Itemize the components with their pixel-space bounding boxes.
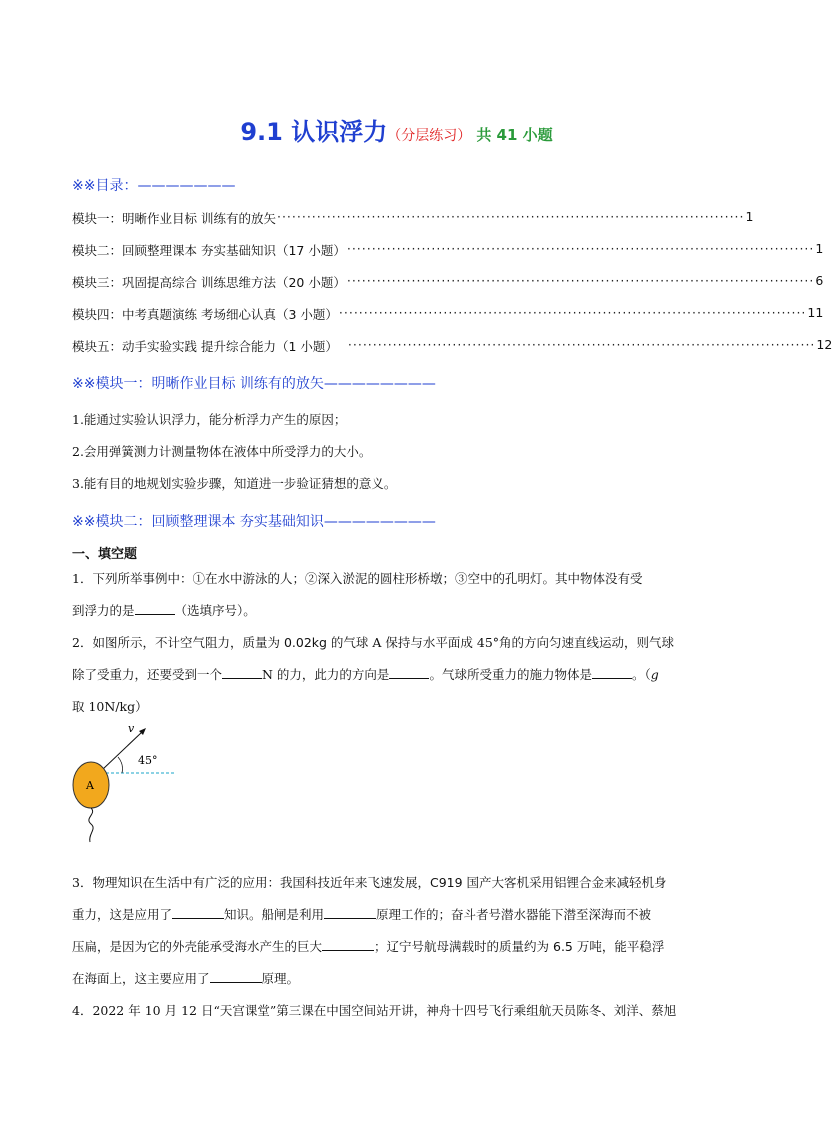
title-main: 9.1 认识浮力 xyxy=(240,118,388,146)
goal-item: 2.会用弹簧测力计测量物体在液体中所受浮力的大小。 xyxy=(72,444,372,459)
question-1: 1．下列所举事例中：①在水中游泳的人；②深入淤泥的圆柱形桥墩；③空中的孔明灯。其中物体没有受 到浮力的是 （选填序号）。 xyxy=(72,571,643,618)
question-3: 3．物理知识在生活中有广泛的应用：我国科技近年来飞速发展，C919 国产大客机采用铝锂合金来减轻机身 重力，这是应用了 知识。船闸是利用 原理工作的；奋斗者号潜水器能下潜至深海而不被 压扁，是因为它的外壳能承受海水产生的巨大 ；辽宁号航母满载时的质量约为 6.5 万吨，能平稳浮 在海面上，这主要应用了 原理。 xyxy=(72,875,667,986)
module2-heading: ※※模块二：回顾整理课本 夯实基础知识———————— xyxy=(72,514,436,530)
answer-blank[interactable] xyxy=(135,600,175,615)
answer-blank[interactable] xyxy=(389,664,429,679)
toc-item[interactable]: 模块五：动手实验实践 提升综合能力（1 小题） ······························································································ 12 xyxy=(72,337,832,354)
answer-blank[interactable] xyxy=(592,664,632,679)
answer-blank[interactable] xyxy=(322,936,374,951)
toc-item[interactable]: 模块二：回顾整理课本 夯实基础知识（17 小题） ······························································································ 1 xyxy=(72,241,824,258)
balloon-string xyxy=(89,808,93,842)
angle-label: 45° xyxy=(138,754,158,767)
question-4: 4．2022 年 10 月 12 日“天宫课堂”第三课在中国空间站开讲，神舟十四号飞行乘组航天员陈冬、刘洋、蔡旭 xyxy=(72,1003,677,1018)
section-fill-blank: 一、填空题 xyxy=(72,547,138,562)
answer-blank[interactable] xyxy=(172,904,224,919)
velocity-label: v xyxy=(128,722,135,735)
toc-item[interactable]: 模块一：明晰作业目标 训练有的放矢 ······························································································ 1 xyxy=(72,209,754,226)
question-2: 2．如图所示，不计空气阻力，质量为 0.02kg 的气球 A 保持与水平面成 45°角的方向匀速直线运动，则气球 除了受重力，还要受到一个 N 的力，此力的方向是 。气球所受重力的施力物体是 。（g 取 10N/kg） xyxy=(72,635,675,714)
title-question-count: 共 41 小题 xyxy=(476,126,553,144)
goal-item: 3.能有目的地规划实验步骤，知道进一步验证猜想的意义。 xyxy=(72,476,397,491)
balloon-label: A xyxy=(86,779,94,792)
title-subtitle: （分层练习） xyxy=(387,128,472,144)
angle-arc xyxy=(118,757,122,773)
toc-item[interactable]: 模块四：中考真题演练 考场细心认真（3 小题） ······························································································ 11 xyxy=(72,305,824,322)
module1-heading: ※※模块一：明晰作业目标 训练有的放矢———————— xyxy=(72,376,436,392)
toc-item[interactable]: 模块三：巩固提高综合 训练思维方法（20 小题） ······························································································ 6 xyxy=(72,273,824,290)
answer-blank[interactable] xyxy=(210,968,262,983)
goal-item: 1.能通过实验认识浮力，能分析浮力产生的原因； xyxy=(72,412,347,427)
document-title xyxy=(0,112,793,147)
answer-blank[interactable] xyxy=(324,904,376,919)
balloon-diagram xyxy=(64,722,194,844)
toc-heading: ※※目录：——————— xyxy=(72,178,236,194)
answer-blank[interactable] xyxy=(222,664,262,679)
